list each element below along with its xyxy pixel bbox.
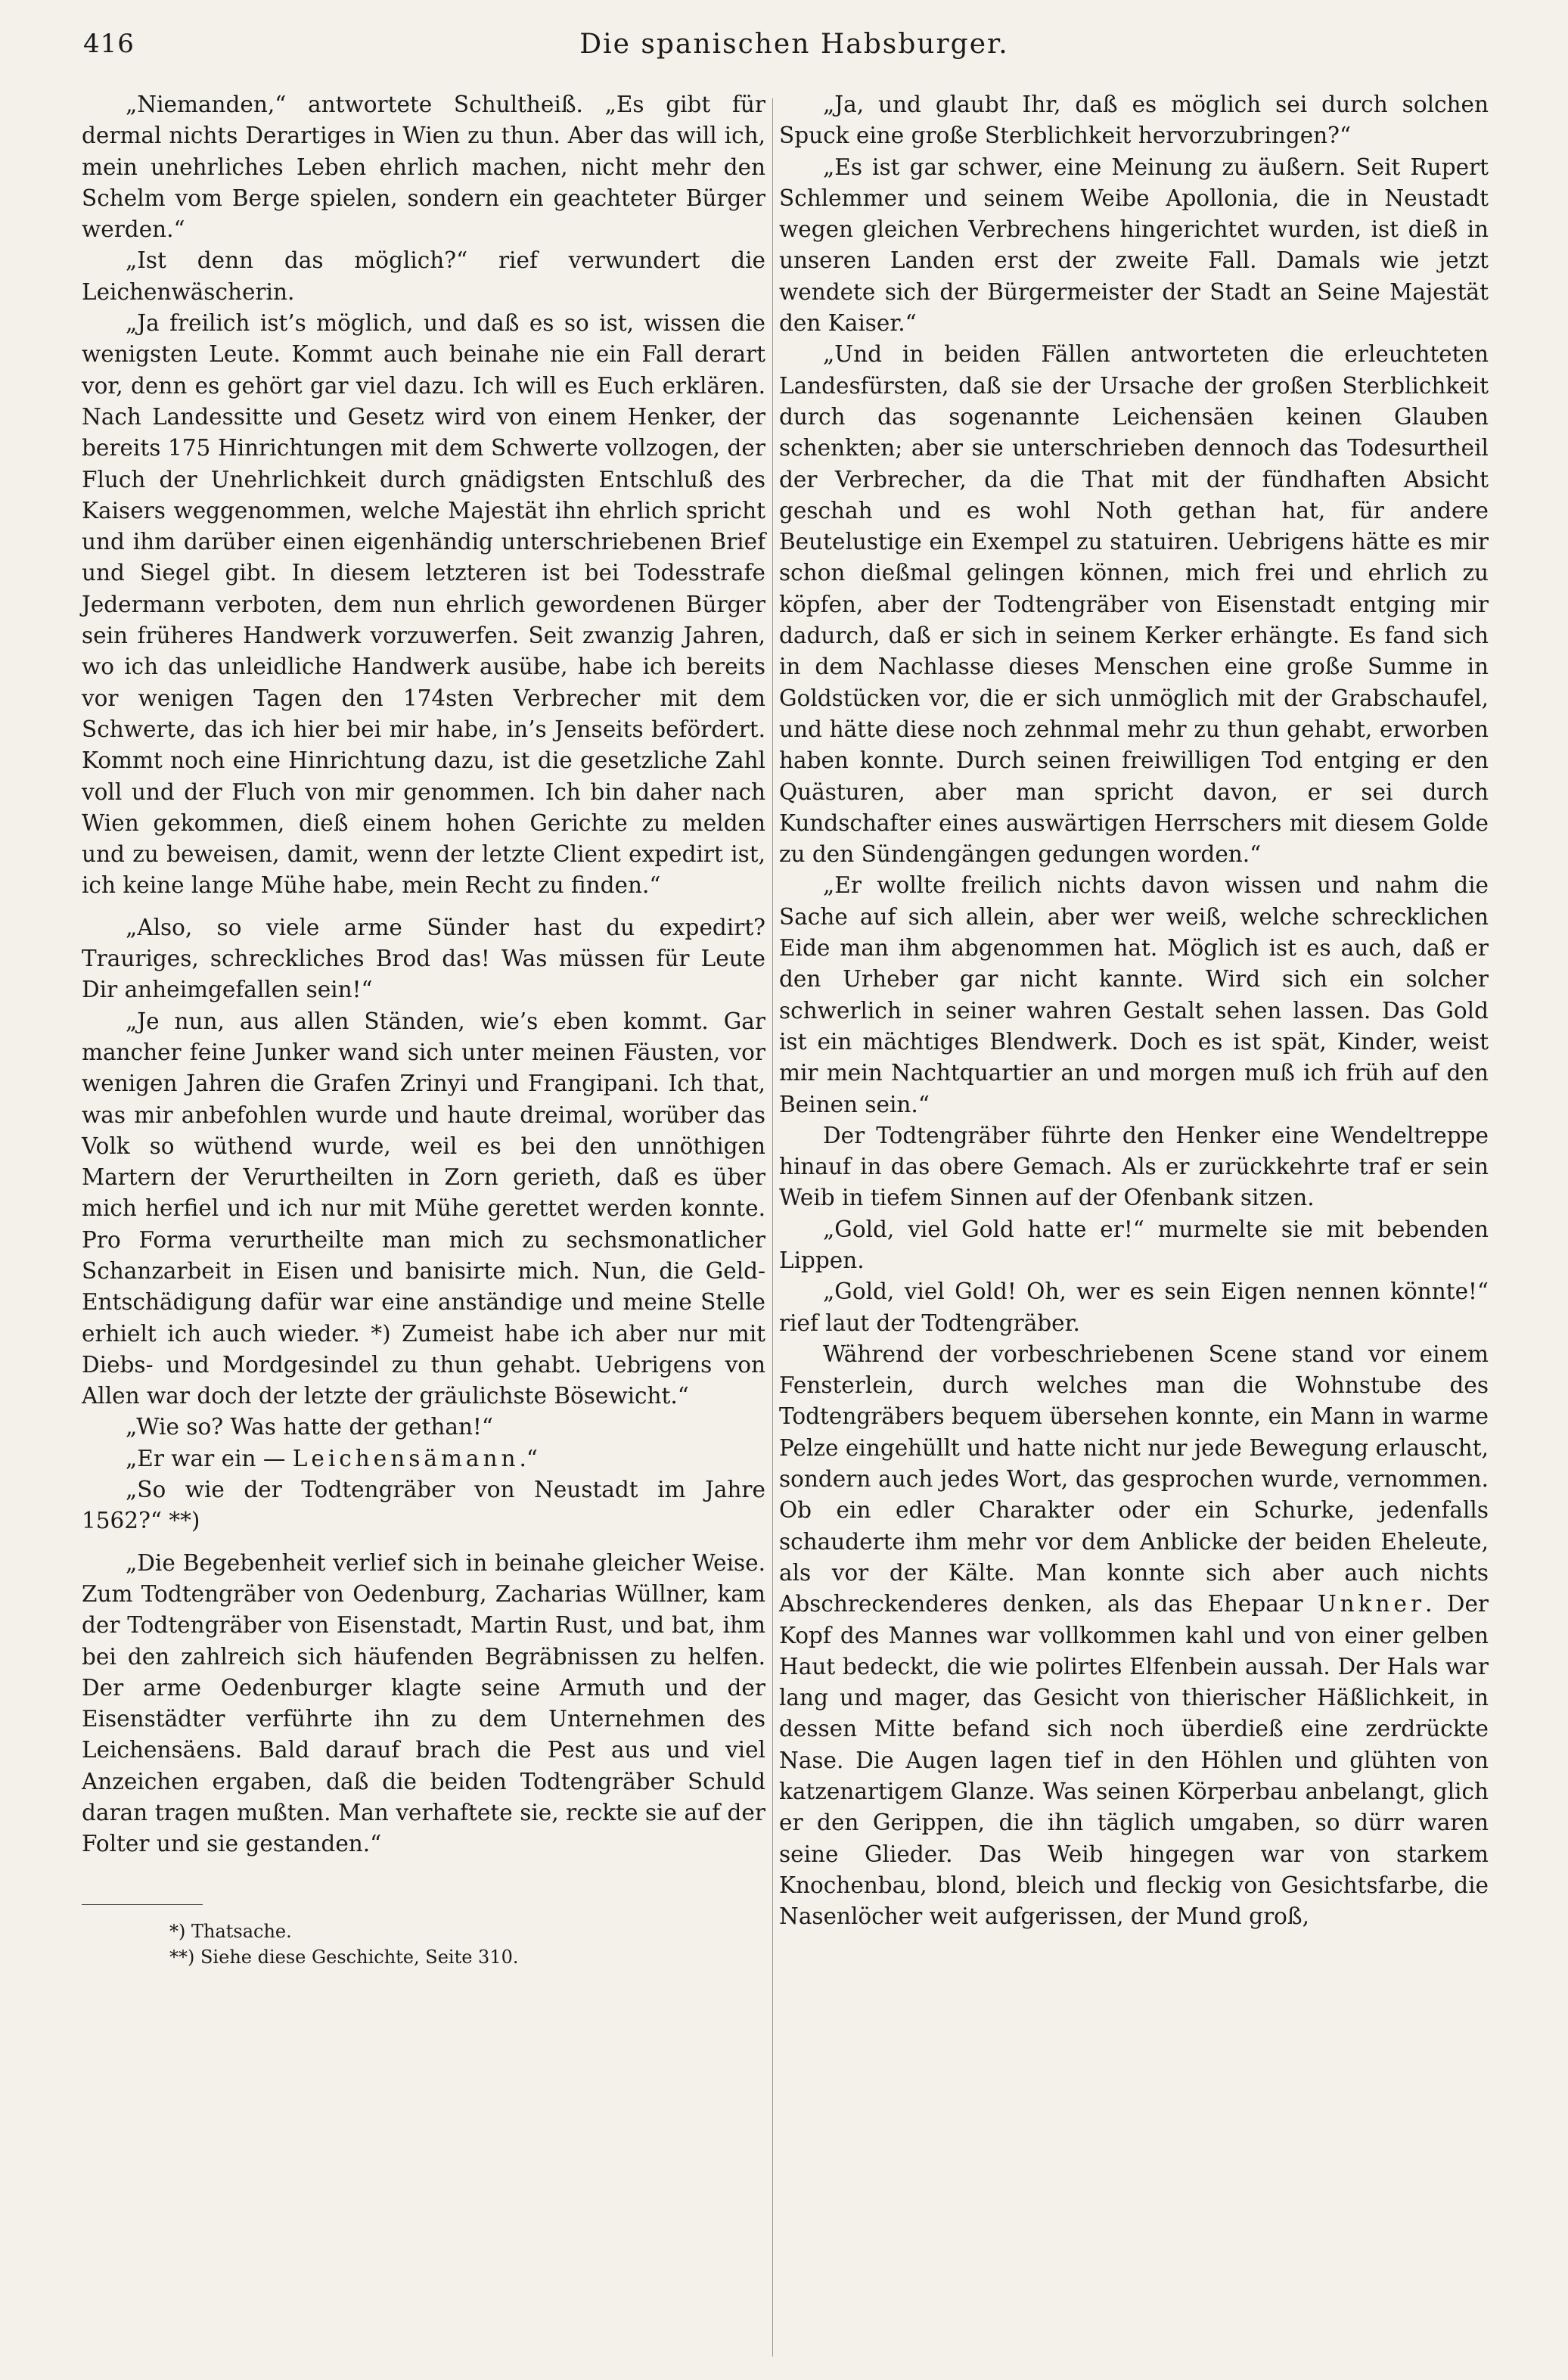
page-header	[83, 29, 1505, 74]
running-title: Die spanischen Habsburger.	[579, 29, 1009, 60]
paragraph: „Niemanden,“ antwortete Schultheiß. „Es gibt für dermal nichts Derartiges in Wien zu thun. Aber das will ich, mein unehrliches Leben ehrlich machen, nicht mehr den Schelm vom Berge spielen, sondern ein geachteter Bürger werden.“	[82, 92, 765, 243]
paragraph: „Es ist gar schwer, eine Meinung zu äußern. Seit Rupert Schlemmer und seinem Weibe Apollonia, die in Neustadt wegen gleichen Verbrechens hingerichtet wurden, ist dieß in unseren Landen erst der zweite Fall. Damals wie jetzt wendete sich der Bürgermeister der Stadt an Seine Majestät den Kaiser.“	[779, 154, 1489, 337]
paragraph: „Also, so viele arme Sünder hast du expedirt? Trauriges, schreckliches Brod das! Was müssen für Leute Dir anheimgefallen sein!“	[82, 914, 765, 1003]
text-run: Während der vorbeschriebenen Scene stand vor einem Fensterlein, durch welches man die Wohnstube des Todtengräbers bequem übersehen konnte, ein Mann in warme Pelze eingehüllt und hatte nicht nur jede Bewegung erlauscht, sondern auch jedes Wort, das gesprochen wurde, vernommen. Ob ein edler Charakter oder ein Schurke, jedenfalls schauderte ihm mehr vor dem Anblicke der beiden Eheleute, als vor der Kälte. Man konnte sich aber auch nichts Abschreckenderes denken, als das Ehepaar	[779, 1341, 1489, 1617]
text-run: .“	[519, 1445, 538, 1471]
paragraph: „Je nun, aus allen Ständen, wie’s eben kommt. Gar mancher feine Junker wand sich unter meinen Fäusten, vor wenigen Jahren die Grafen Zrinyi und Frangipani. Ich that, was mir anbefohlen wurde und haute dreimal, worüber das Volk so wüthend wurde, weil es bei den unnöthigen Martern der Verurtheilten in Zorn gerieth, daß es über mich herfiel und ich nur mit Mühe gerettet werden konnte. Pro Forma verurtheilte man mich zu sechsmonatlicher Schanzarbeit in Eisen und banisirte mich. Nun, die Geld-Entschädigung dafür war eine anständige und meine Stelle erhielt ich auch wieder. *) Zumeist habe ich aber nur mit Diebs- und Mordgesindel zu thun gehabt. Uebrigens von Allen war doch der letzte der gräulichste Bösewicht.“	[82, 1008, 765, 1409]
footnote: **) Siehe diese Geschichte, Seite 310.	[169, 1946, 519, 1968]
paragraph: „Und in beiden Fällen antworteten die erleuchteten Landesfürsten, daß sie der Ursache der großen Sterblichkeit durch das sogenannte Leichensäen keinen Glauben schenkten; aber sie unterschrieben dennoch das Todesurtheil der Verbrecher, da die That mit der fündhaften Absicht geschah und es wohl Noth gethan hat, für andere Beutelustige ein Exempel zu statuiren. Uebrigens hätte es mir schon dießmal gelingen können, mich frei und ehrlich zu köpfen, aber der Todtengräber von Eisenstadt entging mir dadurch, daß er sich in seinem Kerker erhängte. Es fand sich in dem Nachlasse dieses Menschen eine große Summe in Goldstücken vor, die er sich unmöglich mit der Grabschaufel, und hätte diese noch zehnmal mehr zu thun gehabt, erworben haben konnte. Durch seinen freiwilligen Tod entging er den Quästuren, aber man spricht davon, er sei durch Kundschafter eines auswärtigen Herrschers mit diesem Golde zu den Sündengängen gedungen worden.“	[779, 341, 1489, 868]
paragraph: „Die Begebenheit verlief sich in beinahe gleicher Weise. Zum Todtengräber von Oedenburg, Zacharias Wüllner, kam der Todtengräber von Eisenstadt, Martin Rust, und bat, ihm bei den zahlreich sich häufenden Begräbnissen zu helfen. Der arme Oedenburger klagte seine Armuth und der Eisenstädter verführte ihn zu dem Unternehmen des Leichensäens. Bald darauf brach die Pest aus und viel Anzeichen ergaben, daß die beiden Todtengräber Schuld daran tragen mußten. Man verhaftete sie, reckte sie auf der Folter und sie gestanden.“	[82, 1549, 765, 1857]
paragraph: „Gold, viel Gold hatte er!“ murmelte sie mit bebenden Lippen.	[779, 1216, 1489, 1273]
paragraph: „Ja, und glaubt Ihr, daß es möglich sei durch solchen Spuck eine große Sterblichkeit hervorzubringen?“	[779, 92, 1489, 149]
emphasized-word: Unkner	[1317, 1591, 1426, 1617]
text-run: . Der Kopf des Mannes war vollkommen kahl und von einer gelben Haut bedeckt, die wie polirtes Elfenbein aussah. Der Hals war lang und mager, das Gesicht von thierischer Häßlichkeit, in dessen Mitte befand sich noch überdieß eine zerdrückte Nase. Die Augen lagen tief in den Höhlen und glühten von katzenartigem Glanze. Was seinen Körperbau anbelangt, glich er den Gerippen, die ihn täglich umgaben, so dürr waren seine Glieder. Das Weib hingegen war von starkem Knochenbau, blond, bleich und fleckig von Gesichtsfarbe, die Nasenlöcher weit aufgerissen, der Mund groß,	[779, 1591, 1489, 1930]
text-run: „Er war ein —	[126, 1445, 293, 1471]
paragraph: Der Todtengräber führte den Henker eine Wendeltreppe hinauf in das obere Gemach. Als er zurückkehrte traf er sein Weib in tiefem Sinnen auf der Ofenbank sitzen.	[779, 1122, 1489, 1211]
paragraph: „Gold, viel Gold! Oh, wer es sein Eigen nennen könnte!“ rief laut der Todtengräber.	[779, 1279, 1489, 1336]
paragraph: „So wie der Todtengräber von Neustadt im Jahre 1562?“ **)	[82, 1477, 765, 1534]
footnote-rule	[82, 1904, 203, 1905]
footnote: *) Thatsache.	[169, 1920, 292, 1942]
column-divider	[772, 98, 773, 2357]
page-number: 416	[83, 29, 135, 59]
right-column	[779, 89, 1489, 1933]
left-column	[82, 89, 765, 1970]
paragraph: „Ist denn das möglich?“ rief verwundert die Leichenwäscherin.	[82, 247, 765, 305]
paragraph: „Wie so? Was hatte der gethan!“	[126, 1414, 493, 1440]
paragraph: „Er wollte freilich nichts davon wissen und nahm die Sache auf sich allein, aber wer weiß, welche schrecklichen Eide man ihm abgenommen hat. Möglich ist es auch, daß er den Urheber gar nicht kannte. Wird sich ein solcher schwerlich in seiner wahren Gestalt sehen lassen. Das Gold ist ein mächtiges Blendwerk. Doch es ist spät, Kinder, weist mir mein Nachtquartier an und morgen muß ich früh auf den Beinen sein.“	[779, 872, 1489, 1117]
paragraph	[82, 1443, 765, 1474]
paragraph	[779, 1339, 1489, 1933]
paragraph: „Ja freilich ist’s möglich, und daß es so ist, wissen die wenigsten Leute. Kommt auch beinahe nie ein Fall derart vor, denn es gehört gar viel dazu. Ich will es Euch erklären. Nach Landessitte und Gesetz wird von einem Henker, der bereits 175 Hinrichtungen mit dem Schwerte vollzogen, der Fluch der Unehrlichkeit durch gnädigsten Entschluß des Kaisers weggenommen, welche Majestät ihn ehrlich spricht und ihm darüber einen eigenhändig unterschriebenen Brief und Siegel gibt. In diesem letzteren ist bei Todesstrafe Jedermann verboten, dem nun ehrlich gewordenen Bürger sein früheres Handwerk vorzuwerfen. Seit zwanzig Jahren, wo ich das unleidliche Handwerk ausübe, habe ich bereits vor wenigen Tagen den 174sten Verbrecher mit dem Schwerte, das ich hier bei mir habe, in’s Jenseits befördert. Kommt noch eine Hinrichtung dazu, ist die gesetzliche Zahl voll und der Fluch von mir genommen. Ich bin daher nach Wien gekommen, dieß einem hohen Gerichte zu melden und zu beweisen, damit, wenn der letzte Client expedirt ist, ich keine lange Mühe habe, mein Recht zu finden.“	[82, 310, 765, 899]
emphasized-word: Leichensämann	[292, 1445, 520, 1471]
